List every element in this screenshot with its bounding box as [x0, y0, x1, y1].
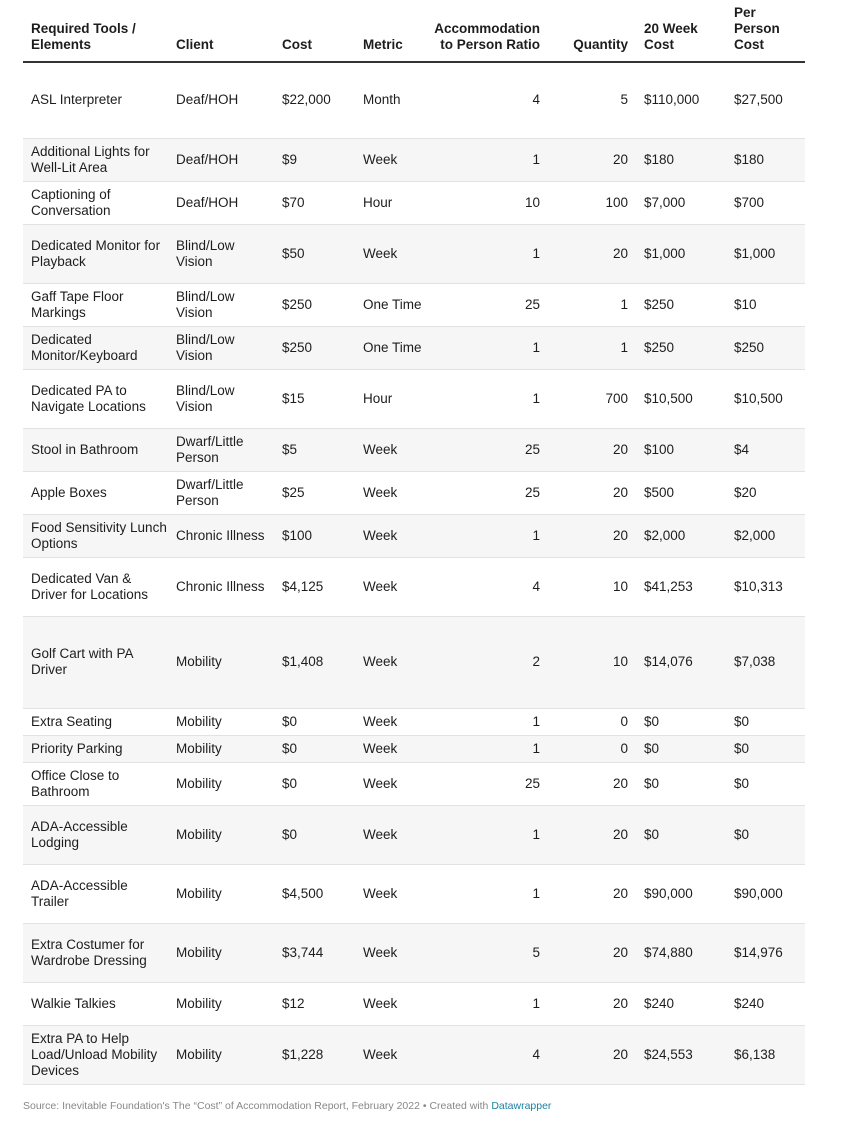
cell-client: Mobility [168, 616, 274, 708]
cell-client: Chronic Illness [168, 514, 274, 557]
cell-metric: Week [355, 224, 426, 283]
cell-cost: $100 [274, 514, 355, 557]
cell-metric: Week [355, 428, 426, 471]
cell-20-week-cost: $500 [636, 471, 726, 514]
cell-tool: Stool in Bathroom [23, 428, 168, 471]
table-row [23, 369, 805, 428]
cell-client: Blind/Low Vision [168, 283, 274, 326]
cell-quantity: 100 [548, 181, 636, 224]
cell-ratio: 1 [426, 864, 548, 923]
cell-20-week-cost: $100 [636, 428, 726, 471]
cell-20-week-cost: $14,076 [636, 616, 726, 708]
table-row [23, 557, 805, 616]
header-metric: Metric [355, 0, 426, 62]
cell-metric: Hour [355, 369, 426, 428]
cell-20-week-cost: $250 [636, 283, 726, 326]
cell-tool: ADA-Accessible Lodging [23, 805, 168, 864]
cell-ratio: 1 [426, 224, 548, 283]
cell-per-person-cost: $90,000 [726, 864, 805, 923]
cell-cost: $0 [274, 805, 355, 864]
source-note [23, 1100, 551, 1112]
cell-ratio: 25 [426, 428, 548, 471]
table-row [23, 762, 805, 805]
cell-20-week-cost: $2,000 [636, 514, 726, 557]
cell-per-person-cost: $0 [726, 735, 805, 762]
cell-ratio: 25 [426, 762, 548, 805]
cell-20-week-cost: $110,000 [636, 62, 726, 138]
cell-tool: Additional Lights for Well-Lit Area [23, 138, 168, 181]
cell-tool: Dedicated Monitor for Playback [23, 224, 168, 283]
cell-quantity: 20 [548, 428, 636, 471]
cell-cost: $12 [274, 982, 355, 1025]
cell-metric: Week [355, 708, 426, 735]
cell-ratio: 1 [426, 982, 548, 1025]
cell-metric: Week [355, 982, 426, 1025]
cell-client: Deaf/HOH [168, 181, 274, 224]
table-row [23, 735, 805, 762]
cell-metric: Hour [355, 181, 426, 224]
cell-metric: One Time [355, 326, 426, 369]
cell-metric: Week [355, 762, 426, 805]
cell-tool: Golf Cart with PA Driver [23, 616, 168, 708]
cell-per-person-cost: $180 [726, 138, 805, 181]
cell-ratio: 4 [426, 557, 548, 616]
cell-per-person-cost: $6,138 [726, 1025, 805, 1084]
table-row [23, 1025, 805, 1084]
table-row [23, 181, 805, 224]
cell-per-person-cost: $4 [726, 428, 805, 471]
cell-tool: Dedicated PA to Navigate Locations [23, 369, 168, 428]
cell-cost: $1,408 [274, 616, 355, 708]
cell-per-person-cost: $250 [726, 326, 805, 369]
cell-tool: Extra Costumer for Wardrobe Dressing [23, 923, 168, 982]
cell-cost: $15 [274, 369, 355, 428]
cell-client: Dwarf/Little Person [168, 471, 274, 514]
cell-20-week-cost: $41,253 [636, 557, 726, 616]
cell-ratio: 25 [426, 471, 548, 514]
cell-per-person-cost: $0 [726, 805, 805, 864]
cell-quantity: 20 [548, 138, 636, 181]
cell-metric: Week [355, 557, 426, 616]
cell-20-week-cost: $1,000 [636, 224, 726, 283]
cell-20-week-cost: $10,500 [636, 369, 726, 428]
datawrapper-link[interactable]: Datawrapper [491, 1100, 552, 1112]
table-row [23, 283, 805, 326]
cell-tool: ASL Interpreter [23, 62, 168, 138]
cell-tool: Gaff Tape Floor Markings [23, 283, 168, 326]
cell-cost: $70 [274, 181, 355, 224]
cell-quantity: 20 [548, 514, 636, 557]
cell-ratio: 10 [426, 181, 548, 224]
cell-ratio: 5 [426, 923, 548, 982]
cell-cost: $5 [274, 428, 355, 471]
cell-metric: Week [355, 514, 426, 557]
cell-ratio: 1 [426, 514, 548, 557]
cell-per-person-cost: $10,313 [726, 557, 805, 616]
cell-20-week-cost: $240 [636, 982, 726, 1025]
cell-tool: Extra Seating [23, 708, 168, 735]
cell-metric: Week [355, 616, 426, 708]
cell-quantity: 20 [548, 982, 636, 1025]
cell-quantity: 0 [548, 735, 636, 762]
header-per-person-cost: Per Person Cost [726, 0, 805, 62]
cell-metric: Week [355, 923, 426, 982]
cell-cost: $250 [274, 326, 355, 369]
table-row [23, 138, 805, 181]
header-tools: Required Tools / Elements [23, 0, 168, 62]
cell-ratio: 1 [426, 138, 548, 181]
table-row [23, 428, 805, 471]
cell-quantity: 10 [548, 616, 636, 708]
cell-20-week-cost: $90,000 [636, 864, 726, 923]
accommodation-cost-table-wrapper [23, 0, 805, 1085]
table-row [23, 923, 805, 982]
table-header-row [23, 0, 805, 62]
cell-20-week-cost: $74,880 [636, 923, 726, 982]
cell-client: Chronic Illness [168, 557, 274, 616]
cell-tool: Priority Parking [23, 735, 168, 762]
header-cost: Cost [274, 0, 355, 62]
cell-tool: Food Sensitivity Lunch Options [23, 514, 168, 557]
cell-per-person-cost: $27,500 [726, 62, 805, 138]
cell-client: Mobility [168, 982, 274, 1025]
cell-quantity: 1 [548, 283, 636, 326]
cell-per-person-cost: $0 [726, 762, 805, 805]
cell-20-week-cost: $0 [636, 762, 726, 805]
cell-ratio: 1 [426, 805, 548, 864]
table-row [23, 616, 805, 708]
cell-metric: Month [355, 62, 426, 138]
cell-cost: $1,228 [274, 1025, 355, 1084]
cell-ratio: 2 [426, 616, 548, 708]
cell-20-week-cost: $0 [636, 708, 726, 735]
cell-tool: Captioning of Conversation [23, 181, 168, 224]
cell-per-person-cost: $10 [726, 283, 805, 326]
cell-cost: $25 [274, 471, 355, 514]
cell-tool: Walkie Talkies [23, 982, 168, 1025]
cell-quantity: 20 [548, 762, 636, 805]
cell-20-week-cost: $24,553 [636, 1025, 726, 1084]
cell-per-person-cost: $1,000 [726, 224, 805, 283]
cell-cost: $0 [274, 708, 355, 735]
cell-per-person-cost: $10,500 [726, 369, 805, 428]
cell-client: Mobility [168, 762, 274, 805]
cell-client: Mobility [168, 708, 274, 735]
cell-tool: ADA-Accessible Trailer [23, 864, 168, 923]
header-ratio: Accommodation to Person Ratio [426, 0, 548, 62]
cell-ratio: 4 [426, 1025, 548, 1084]
cell-metric: One Time [355, 283, 426, 326]
cell-per-person-cost: $2,000 [726, 514, 805, 557]
cell-client: Mobility [168, 864, 274, 923]
cell-quantity: 10 [548, 557, 636, 616]
cell-client: Mobility [168, 923, 274, 982]
cell-metric: Week [355, 1025, 426, 1084]
table-row [23, 982, 805, 1025]
cell-cost: $0 [274, 735, 355, 762]
cell-cost: $50 [274, 224, 355, 283]
cell-per-person-cost: $240 [726, 982, 805, 1025]
cell-cost: $4,125 [274, 557, 355, 616]
cell-cost: $250 [274, 283, 355, 326]
cell-quantity: 1 [548, 326, 636, 369]
cell-cost: $4,500 [274, 864, 355, 923]
cell-tool: Dedicated Monitor/Keyboard [23, 326, 168, 369]
accommodation-cost-table [23, 0, 805, 1085]
cell-client: Blind/Low Vision [168, 326, 274, 369]
cell-client: Deaf/HOH [168, 62, 274, 138]
cell-client: Mobility [168, 1025, 274, 1084]
cell-client: Blind/Low Vision [168, 224, 274, 283]
cell-metric: Week [355, 864, 426, 923]
cell-ratio: 1 [426, 326, 548, 369]
cell-quantity: 20 [548, 923, 636, 982]
cell-client: Mobility [168, 805, 274, 864]
cell-per-person-cost: $7,038 [726, 616, 805, 708]
cell-client: Blind/Low Vision [168, 369, 274, 428]
cell-metric: Week [355, 138, 426, 181]
cell-quantity: 20 [548, 224, 636, 283]
table-row [23, 864, 805, 923]
header-client: Client [168, 0, 274, 62]
header-quantity: Quantity [548, 0, 636, 62]
cell-20-week-cost: $250 [636, 326, 726, 369]
table-row [23, 224, 805, 283]
cell-ratio: 1 [426, 708, 548, 735]
cell-ratio: 25 [426, 283, 548, 326]
cell-ratio: 1 [426, 735, 548, 762]
cell-cost: $9 [274, 138, 355, 181]
cell-tool: Extra PA to Help Load/Unload Mobility Devices [23, 1025, 168, 1084]
cell-20-week-cost: $0 [636, 735, 726, 762]
table-body [23, 62, 805, 1084]
cell-client: Deaf/HOH [168, 138, 274, 181]
cell-quantity: 20 [548, 805, 636, 864]
cell-quantity: 20 [548, 864, 636, 923]
cell-tool: Office Close to Bathroom [23, 762, 168, 805]
cell-quantity: 20 [548, 471, 636, 514]
header-20-week-cost: 20 Week Cost [636, 0, 726, 62]
cell-per-person-cost: $700 [726, 181, 805, 224]
table-row [23, 708, 805, 735]
table-row [23, 62, 805, 138]
source-text: Source: Inevitable Foundation's The “Cost” of Accommodation Report, February 2022 • Created with [23, 1100, 492, 1112]
cell-20-week-cost: $180 [636, 138, 726, 181]
cell-cost: $0 [274, 762, 355, 805]
cell-tool: Dedicated Van & Driver for Locations [23, 557, 168, 616]
cell-quantity: 700 [548, 369, 636, 428]
cell-client: Mobility [168, 735, 274, 762]
table-row [23, 471, 805, 514]
cell-tool: Apple Boxes [23, 471, 168, 514]
cell-ratio: 1 [426, 369, 548, 428]
cell-metric: Week [355, 805, 426, 864]
cell-cost: $3,744 [274, 923, 355, 982]
cell-per-person-cost: $20 [726, 471, 805, 514]
table-row [23, 805, 805, 864]
cell-quantity: 5 [548, 62, 636, 138]
table-row [23, 514, 805, 557]
cell-20-week-cost: $7,000 [636, 181, 726, 224]
cell-metric: Week [355, 735, 426, 762]
cell-client: Dwarf/Little Person [168, 428, 274, 471]
cell-quantity: 0 [548, 708, 636, 735]
cell-ratio: 4 [426, 62, 548, 138]
cell-cost: $22,000 [274, 62, 355, 138]
cell-quantity: 20 [548, 1025, 636, 1084]
cell-metric: Week [355, 471, 426, 514]
table-row [23, 326, 805, 369]
cell-20-week-cost: $0 [636, 805, 726, 864]
cell-per-person-cost: $0 [726, 708, 805, 735]
cell-per-person-cost: $14,976 [726, 923, 805, 982]
